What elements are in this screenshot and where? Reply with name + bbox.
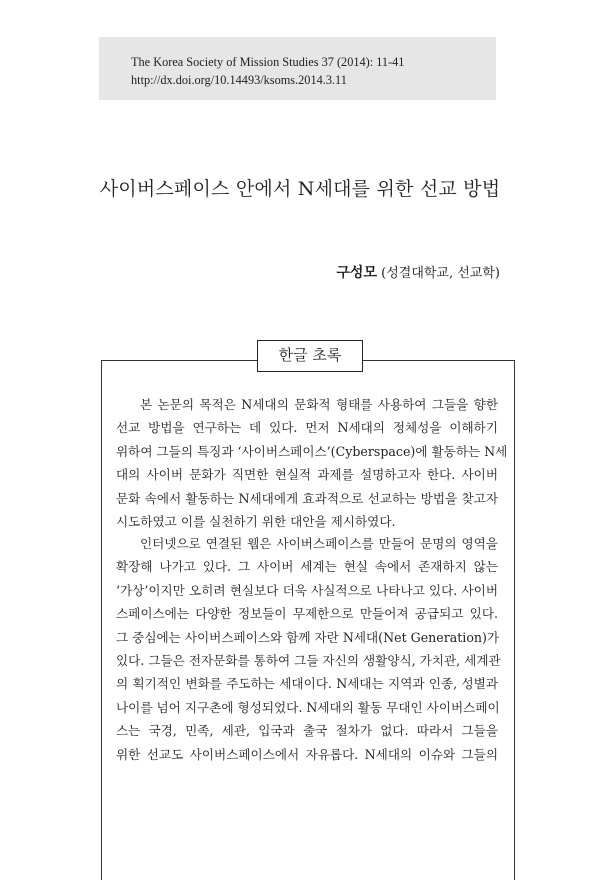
text-line: 대의 사이버 문화가 직면한 현실적 과제를 설명하고자 한다. 사이버 (116, 467, 498, 483)
journal-line: The Korea Society of Mission Studies 37 (2014): 11-41 (131, 55, 405, 69)
text-line: 의 획기적인 변화를 주도하는 세대이다. N세대는 지역과 인종, 성별과 (116, 676, 498, 692)
text-line: 나이를 넘어 지구촌에 형성되었다. N세대의 활동 무대인 사이버스페이 (116, 699, 500, 715)
journal-citation-box (99, 37, 496, 100)
text-line: ‘가상’이지만 오히려 현실보다 더욱 사실적으로 나타나고 있다. 사이버 (116, 582, 498, 598)
text-line: 위한 선교도 사이버스페이스에서 자유롭다. N세대의 이슈와 그들의 (116, 746, 498, 762)
text-line: 선교 방법을 연구하는 데 있다. 먼저 N세대의 정체성을 이해하기 (116, 420, 498, 436)
text-line: 스는 국경, 민족, 세관, 입국과 출국 절차가 없다. 따라서 그들을 (116, 723, 498, 739)
author-affiliation: (성결대학교, 선교학) (381, 266, 500, 281)
text-line: 있다. 그들은 전자문화를 통하여 그들 자신의 생활양식, 가치관, 세계관 (116, 653, 501, 669)
text-line: 확장해 나가고 있다. 그 사이버 세계는 현실 속에서 존재하지 않는 (116, 559, 498, 575)
text-line: 위하여 그들의 특징과 ‘사이버스페이스’(Cyberspace)에 활동하는 N세 (116, 443, 508, 459)
doi-link[interactable]: http://dx.doi.org/10.14493/ksoms.2014.3.11 (131, 73, 347, 87)
text-line: 그 중심에는 사이버스페이스와 함께 자란 N세대(Net Generation)가 (116, 629, 500, 645)
text-line: 인터넷으로 연결된 웹은 사이버스페이스를 만들어 문명의 영역을 (140, 536, 498, 551)
text-line: 스페이스에는 다양한 정보들이 무제한으로 만들어져 공급되고 있다. (116, 606, 498, 622)
author-name: 구성모 (336, 265, 377, 281)
abstract-paragraph-1 (116, 393, 508, 533)
abstract-heading: 한글 초록 (257, 340, 363, 372)
abstract-paragraph-2 (116, 532, 501, 766)
text-line: 시도하였고 이를 실천하기 위한 대안을 제시하였다. (116, 514, 396, 530)
text-line: 문화 속에서 활동하는 N세대에게 효과적으로 선교하는 방법을 찾고자 (116, 490, 498, 506)
text-line: 본 논문의 목적은 N세대의 문화적 형태를 사용하여 그들을 향한 (140, 397, 498, 412)
paper-title: 사이버스페이스 안에서 N세대를 위한 선교 방법 (99, 178, 501, 200)
author-line (336, 262, 500, 282)
